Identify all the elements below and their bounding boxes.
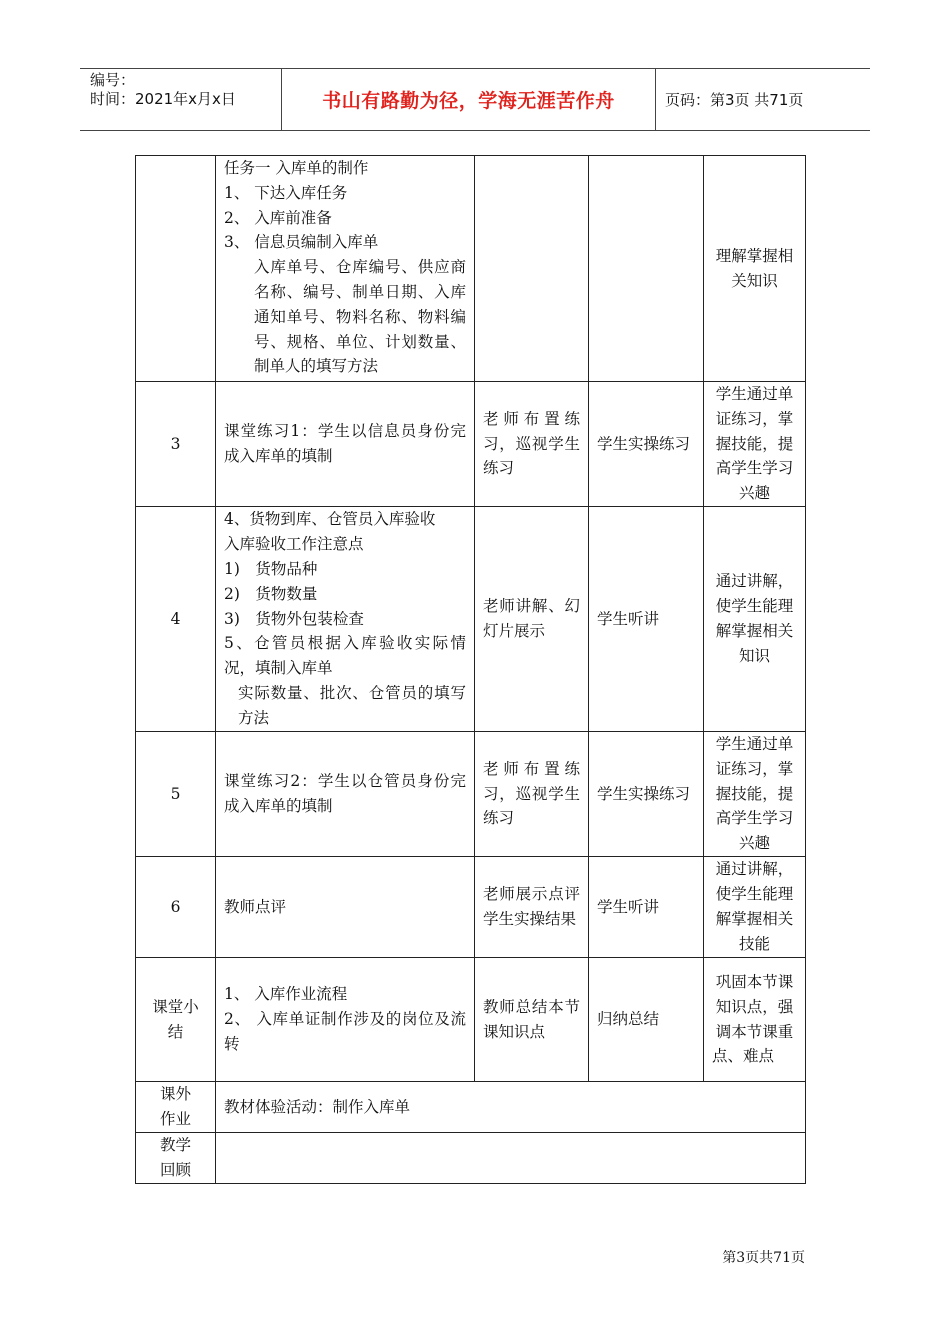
header-meta [80,69,281,130]
student-activity: 学生听讲 [589,857,704,958]
row-number: 3 [136,382,216,507]
content-line: 入库单号、仓库编号、供应商名称、编号、制单日期、入库通知单号、物料名称、物料编号、规格、单位、计划数量、制单人的填写方法 [254,258,466,376]
content-line: 2) 货物数量 [224,584,318,603]
row-number: 4 [136,507,216,732]
student-activity: 学生实操练习 [589,382,704,507]
content-line: 1、 下达入库任务 [224,183,348,202]
page-label: 页码：第3页 共71页 [665,91,804,109]
teacher-activity: 老师展示点评学生实操结果 [475,857,589,958]
student-activity: 学生实操练习 [589,732,704,857]
student-activity: 归纳总结 [589,958,704,1082]
table-row [136,156,806,382]
header-motto-cell [281,69,656,130]
row-number: 6 [136,857,216,958]
page-header [80,68,870,131]
content-line: 实际数量、批次、仓管员的填写方法 [238,683,466,727]
content-line: 4、货物到库、仓管员入库验收 [224,510,436,529]
table-row [136,1133,806,1184]
review-content [216,1133,806,1184]
content-line: 入库验收工作注意点 [224,535,364,554]
content-line: 2、 入库前准备 [224,208,332,227]
table-row [136,382,806,507]
design-intent: 巩固本节课知识点，强调本节课重点、难点 [704,958,806,1082]
content-line: 3、 信息员编制入库单 [224,233,379,252]
teacher-activity: 老师布置练习，巡视学生练习 [475,732,589,857]
design-intent: 通过讲解，使学生能理解掌握相关技能 [704,857,806,958]
design-intent: 学生通过单证练习，掌握技能，提高学生学习兴趣 [704,732,806,857]
row-content [216,507,475,732]
teacher-activity: 老师布置练习，巡视学生练习 [475,382,589,507]
row-content [216,156,475,382]
header-page-cell [655,69,870,130]
content-line: 任务一 入库单的制作 [224,159,369,177]
homework-content: 教材体验活动：制作入库单 [216,1082,806,1133]
row-number: 5 [136,732,216,857]
content-line: 1) 货物品种 [224,560,318,578]
table-row [136,507,806,732]
row-content [216,958,475,1082]
row-content: 课堂练习2：学生以仓管员身份完成入库单的填制 [216,732,475,857]
row-content: 教师点评 [216,857,475,958]
table-row [136,732,806,857]
row-number [136,156,216,382]
row-content: 课堂练习1：学生以信息员身份完成入库单的填制 [216,382,475,507]
teacher-activity: 教师总结本节课知识点 [475,958,589,1082]
student-activity [589,156,704,382]
row-number: 课堂小结 [136,958,216,1082]
content-line: 1、 入库作业流程 [224,985,348,1004]
teacher-activity [475,156,589,382]
design-intent: 理解掌握相关知识 [704,156,806,382]
content-line: 3) 货物外包装检查 [224,609,364,628]
content-line: 2、 入库单证制作涉及的岗位及流转 [224,1010,466,1053]
table-row [136,958,806,1082]
page-footer: 第3页共71页 [722,1250,805,1266]
table-row [136,1082,806,1133]
homework-label: 课外作业 [136,1082,216,1133]
design-intent: 通过讲解，使学生能理解掌握相关知识 [704,507,806,732]
serial-label: 编号： [90,71,136,89]
lesson-table [135,155,806,1184]
time-label: 时间：2021年x月x日 [90,90,236,108]
content-line: 5、仓管员根据入库验收实际情况，填制入库单 [224,634,466,678]
table-row [136,857,806,958]
design-intent: 学生通过单证练习，掌握技能，提高学生学习兴趣 [704,382,806,507]
teacher-activity: 老师讲解、幻灯片展示 [475,507,589,732]
student-activity: 学生听讲 [589,507,704,732]
review-label: 教学回顾 [136,1133,216,1184]
motto: 书山有路勤为径，学海无涯苦作舟 [322,90,615,112]
